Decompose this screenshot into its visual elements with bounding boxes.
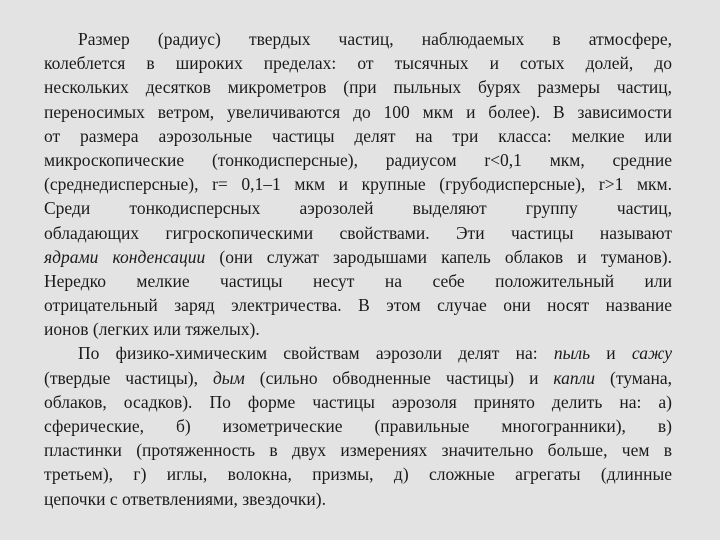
text-segment: (твердые частицы), (44, 367, 213, 388)
text-line (44, 124, 672, 148)
text-segment: переносимых ветром, увеличиваются до 100 мкм и более). В зависимости (44, 101, 672, 122)
text-line (44, 390, 672, 414)
text-segment: (среднедисперсные), r= 0,1–1 мкм и крупные (грубодисперсные), r>1 мкм. (44, 174, 672, 195)
text-line (44, 100, 672, 124)
text-line (44, 75, 672, 99)
text-line (44, 317, 672, 341)
text-line (44, 341, 672, 365)
text-segment: (тумана, (595, 367, 672, 388)
text-line (44, 366, 672, 390)
italic-term: пыль (553, 343, 591, 364)
italic-term: ядрами конденсации (44, 246, 206, 267)
document-body (44, 27, 672, 511)
italic-term: капли (553, 367, 596, 388)
text-line (44, 269, 672, 293)
paragraph (44, 27, 672, 341)
text-segment: Размер (радиус) твердых частиц, наблюдаемых в атмосфере, (78, 29, 672, 49)
text-segment: и (590, 343, 632, 364)
text-segment: нескольких десятков микрометров (при пыльных бурях размеры частиц, (44, 77, 672, 98)
text-segment: от размера аэрозольные частицы делят на три класса: мелкие или (44, 125, 672, 146)
text-line (44, 221, 672, 245)
text-segment: микроскопические (тонкодисперсные), радиусом r<0,1 мкм, средние (44, 149, 672, 170)
text-segment: ионов (легких или тяжелых). (44, 319, 260, 340)
text-line (44, 438, 672, 462)
text-segment: цепочки с ответвлениями, звездочки). (44, 488, 326, 509)
text-line (44, 27, 672, 51)
text-segment: пластинки (протяженность в двух измерениях значительно больше, чем в (44, 440, 672, 461)
text-line (44, 414, 672, 438)
text-line (44, 172, 672, 196)
italic-term: дым (212, 367, 245, 388)
text-segment: сферические, б) изометрические (правильные многогранники), в) (44, 416, 672, 436)
text-segment: (они служат зародышами капель облаков и туманов). (205, 246, 672, 267)
text-segment: Среди тонкодисперсных аэрозолей выделяют группу частиц, (44, 198, 672, 219)
text-segment: По физико-химическим свойствам аэрозоли делят на: (78, 343, 554, 364)
text-line (44, 293, 672, 317)
text-segment: колеблется в широких пределах: от тысячных и сотых долей, до (44, 53, 672, 74)
text-segment: Нередко мелкие частицы несут на себе положительный или (44, 270, 672, 291)
text-line (44, 462, 672, 486)
text-line (44, 487, 672, 511)
text-segment: облаков, осадков). По форме частицы аэрозоля принято делить на: а) (44, 391, 672, 412)
text-line (44, 148, 672, 172)
paragraph (44, 341, 672, 510)
text-segment: третьем), г) иглы, волокна, призмы, д) сложные агрегаты (длинные (44, 464, 672, 485)
text-line (44, 51, 672, 75)
text-segment: отрицательный заряд электричества. В этом случае они носят название (44, 295, 672, 316)
text-segment: обладающих гигроскопическими свойствами. Эти частицы называют (44, 222, 672, 243)
text-segment: (сильно обводненные частицы) и (244, 367, 554, 388)
text-line (44, 196, 672, 220)
italic-term: сажу (631, 343, 672, 364)
text-line (44, 245, 672, 269)
